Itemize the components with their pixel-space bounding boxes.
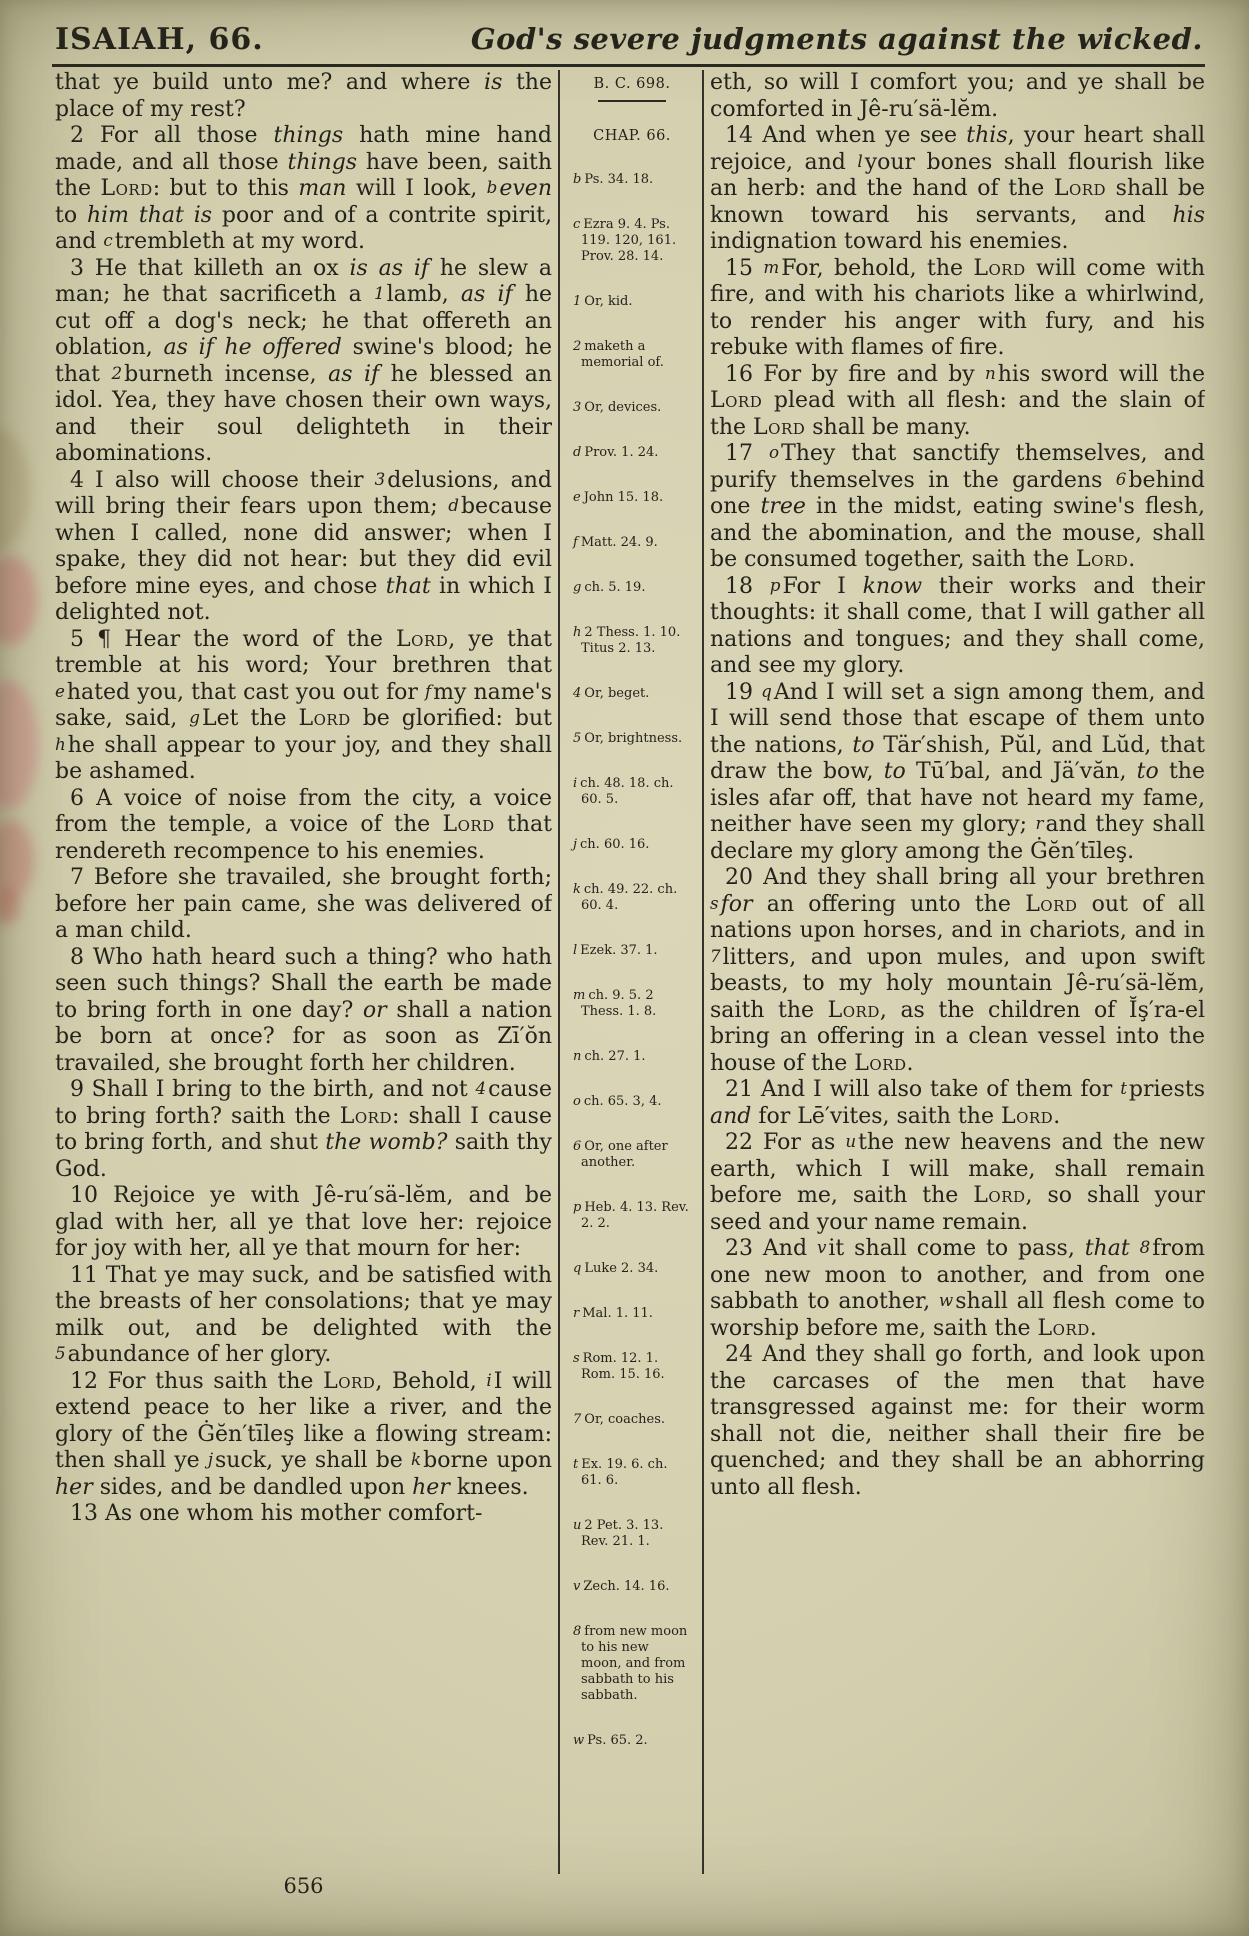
reference-text: Ex. 19. 6. ch. 61. 6.	[581, 1456, 668, 1488]
cross-reference-entry	[573, 776, 691, 808]
reference-marker: 6	[573, 1138, 582, 1154]
left-text-column	[55, 70, 552, 1874]
reference-text: Ezek. 37. 1.	[580, 942, 658, 958]
reference-marker: 1	[573, 293, 582, 309]
paper-stain	[0, 820, 34, 900]
cross-reference-entry	[573, 1518, 691, 1550]
reference-marker: c	[573, 216, 581, 232]
reference-text: Luke 2. 34.	[584, 1260, 659, 1276]
cross-reference-entry	[573, 535, 691, 551]
reference-text: Ps. 34. 18.	[584, 171, 654, 187]
bc-rule	[598, 100, 666, 102]
reference-marker: v	[573, 1578, 581, 1594]
reference-text: maketh a memorial of.	[581, 338, 664, 370]
reference-marker: i	[573, 775, 578, 791]
cross-reference-entry	[573, 490, 691, 506]
verse-paragraph: 22 For as uthe new heavens and the new earth, which I will make, shall remain before me, saith the Lord, so shall your seed and your name remain.	[710, 1130, 1205, 1235]
right-text-column	[710, 70, 1205, 1874]
cross-reference-entry	[573, 1094, 691, 1110]
reference-marker: 5	[573, 730, 582, 746]
verse-paragraph: 10 Rejoice ye with Jê-ru′sä-lĕm, and be glad with her, all ye that love her: rejoice for joy with her, all ye that mourn for her:	[55, 1183, 552, 1261]
cross-reference-entry	[573, 1049, 691, 1065]
reference-text: Or, kid.	[584, 293, 633, 309]
cross-reference-entry	[573, 294, 691, 310]
verse-paragraph: eth, so will I comfort you; and ye shall be comforted in Jê-ru′sä-lĕm.	[710, 70, 1205, 122]
reference-marker: t	[573, 1456, 579, 1472]
text-columns	[55, 70, 1205, 1874]
cross-reference-entry	[573, 400, 691, 416]
book-chapter-heading: ISAIAH, 66.	[55, 22, 264, 57]
column-divider-right	[702, 70, 704, 1874]
cross-reference-entry	[573, 988, 691, 1020]
cross-reference-entry	[573, 217, 691, 265]
cross-reference-entry	[573, 445, 691, 461]
reference-text: ch. 49. 22. ch. 60. 4.	[581, 881, 678, 913]
reference-marker: u	[573, 1517, 582, 1533]
cross-reference-entry	[573, 1579, 691, 1595]
verse-paragraph: 13 As one whom his mother comfort-	[70, 1501, 483, 1526]
cross-reference-entry	[573, 1261, 691, 1277]
reference-marker: d	[573, 444, 582, 460]
reference-marker: m	[573, 987, 586, 1003]
paper-stain	[0, 430, 30, 550]
reference-text: Matt. 24. 9.	[580, 534, 658, 550]
reference-text: ch. 27. 1.	[584, 1048, 646, 1064]
reference-text: from new moon to his new moon, and from sabbath to his sabbath.	[581, 1623, 688, 1703]
cross-reference-entry	[573, 172, 691, 188]
verse-paragraph: 3 He that killeth an ox is as if he slew a man; he that sacrificeth a 1lamb, as if he cut off a dog's neck; he that offereth an oblation, as if he offered swine's blood; he that 2burneth incense, as if he blessed an idol. Yea, they have chosen their own ways, and their soul delighteth in their abominations.	[55, 255, 552, 466]
reference-text: Prov. 1. 24.	[584, 444, 659, 460]
verse-paragraph: 2 For all those things hath mine hand made, and all those things have been, saith the Lord: but to this man will I look, beven to him that is poor and of a contrite spirit, and ctrembleth at my word.	[55, 123, 552, 254]
verse-paragraph: 23 And vit shall come to pass, that 8from one new moon to another, and from one sabbath to another, wshall all flesh come to worship before me, saith the Lord.	[710, 1236, 1205, 1341]
column-divider-left	[558, 70, 560, 1874]
verse-paragraph: 14 And when ye see this, your heart shall rejoice, and lyour bones shall flourish like an herb: and the hand of the Lord shall be known toward his servants, and his indignation toward his enemies.	[710, 123, 1205, 254]
reference-marker: 4	[573, 685, 582, 701]
reference-text: Zech. 14. 16.	[583, 1578, 670, 1594]
verse-paragraph: 5 ¶ Hear the word of the Lord, ye that tremble at his word; Your brethren that ehated you, that cast you out for fmy name's sake, said, gLet the Lord be glorified: but hhe shall appear to your joy, and they shall be ashamed.	[55, 626, 552, 784]
reference-text: Heb. 4. 13. Rev. 2. 2.	[581, 1199, 689, 1231]
reference-text: Or, beget.	[584, 685, 650, 701]
reference-marker: 2	[573, 338, 582, 354]
reference-marker: 7	[573, 1411, 582, 1427]
cross-reference-entry	[573, 1200, 691, 1232]
chapter-label: CHAP. 66.	[593, 127, 671, 144]
reference-marker: p	[573, 1199, 582, 1215]
reference-text: Or, devices.	[584, 399, 662, 415]
verse-paragraph: that ye build unto me? and where is the place of my rest?	[55, 70, 552, 122]
reference-text: ch. 60. 16.	[580, 836, 650, 852]
reference-marker: s	[573, 1350, 580, 1366]
reference-text: Or, one after another.	[581, 1138, 668, 1170]
reference-marker: b	[573, 171, 582, 187]
verse-paragraph: 17 oThey that sanctify themselves, and purify themselves in the gardens 6behind one tree in the midst, eating swine's flesh, and the abomination, and the mouse, shall be consumed together, saith the Lord.	[710, 441, 1205, 572]
verse-paragraph: 16 For by fire and by nhis sword will the Lord plead with all flesh: and the slain of the Lord shall be many.	[710, 361, 1205, 440]
verse-paragraph: 4 I also will choose their 3delusions, and will bring their fears upon them; dbecause when I called, none did answer; when I spake, they did not hear: but they did evil before mine eyes, and chose that in which I delighted not.	[55, 467, 552, 625]
cross-reference-entry	[573, 625, 691, 657]
running-head: God's severe judgments against the wicked.	[470, 22, 1203, 56]
reference-marker: g	[573, 579, 582, 595]
reference-text: Ps. 65. 2.	[587, 1732, 648, 1748]
verse-paragraph: 6 A voice of noise from the city, a voice from the temple, a voice of the Lord that rendereth recompence to his enemies.	[55, 785, 552, 864]
reference-text: Ezra 9. 4. Ps. 119. 120, 161. Prov. 28. 14.	[581, 216, 677, 264]
reference-text: Rom. 12. 1. Rom. 15. 16.	[581, 1350, 665, 1382]
verse-paragraph: 9 Shall I bring to the birth, and not 4cause to bring forth? saith the Lord: shall I cause to bring forth, and shut the womb? saith thy God.	[55, 1077, 552, 1182]
verse-paragraph: 11 That ye may suck, and be satisfied with the breasts of her consolations; that ye may milk out, and be delighted with the 5abundance of her glory.	[55, 1262, 552, 1367]
paper-stain	[0, 680, 38, 810]
reference-marker: j	[573, 836, 578, 852]
paper-stain	[0, 890, 20, 924]
verse-paragraph: 7 Before she travailed, she brought forth; before her pain came, she was delivered of a man child.	[55, 865, 552, 943]
cross-reference-entry	[573, 686, 691, 702]
verse-paragraph: 21 And I will also take of them for tpriests and for Lē′vites, saith the Lord.	[710, 1077, 1205, 1129]
reference-text: Or, brightness.	[584, 730, 683, 746]
cross-reference-entry	[573, 731, 691, 747]
cross-reference-entry	[573, 339, 691, 371]
header-rule	[52, 64, 1205, 67]
reference-column	[566, 70, 696, 1874]
reference-marker: n	[573, 1048, 582, 1064]
reference-marker: 8	[573, 1623, 582, 1639]
verse-paragraph: 12 For thus saith the Lord, Behold, iI will extend peace to her like a river, and the glory of the Ġĕn′tīleş like a flowing stream: then shall ye jsuck, ye shall be kborne upon her sides, and be dandled upon her knees.	[55, 1368, 552, 1500]
cross-reference-entry	[573, 1412, 691, 1428]
verse-paragraph: 19 qAnd I will set a sign among them, and I will send those that escape of them unto the nations, to Tär′shish, Pŭl, and Lŭd, that draw the bow, to Tū′bal, and Jä′văn, to the isles afar off, that have not heard my fame, neither have seen my glory; rand they shall declare my glory among the Ġĕn′tīleş.	[710, 679, 1205, 864]
reference-text: ch. 65. 3, 4.	[583, 1093, 662, 1109]
reference-marker: e	[573, 489, 581, 505]
cross-reference-entry	[573, 1733, 691, 1749]
page-header	[55, 22, 1203, 57]
cross-reference-entry	[573, 580, 691, 596]
cross-reference-entry	[573, 943, 691, 959]
reference-text: Mal. 1. 11.	[582, 1305, 653, 1321]
reference-text: John 15. 18.	[583, 489, 664, 505]
cross-reference-entry	[573, 1457, 691, 1489]
reference-marker: f	[573, 534, 578, 550]
reference-text: ch. 9. 5. 2 Thess. 1. 8.	[581, 987, 657, 1019]
reference-marker: l	[573, 942, 578, 958]
reference-marker: 3	[573, 399, 582, 415]
bc-date-label: B. C. 698.	[593, 76, 671, 92]
cross-reference-entry	[573, 1351, 691, 1383]
reference-marker: r	[573, 1305, 580, 1321]
verse-paragraph: 18 pFor I know their works and their thoughts: it shall come, that I will gather all nations and tongues; and they shall come, and see my glory.	[710, 573, 1205, 678]
reference-marker: q	[573, 1260, 582, 1276]
reference-marker: w	[573, 1732, 585, 1748]
cross-references-list	[573, 172, 691, 1749]
verse-paragraph: 8 Who hath heard such a thing? who hath seen such things? Shall the earth be made to bring forth in one day? or shall a nation be born at once? for as soon as Zī′ŏn travailed, she brought forth her children.	[55, 944, 552, 1076]
reference-text: 2 Thess. 1. 10. Titus 2. 13.	[581, 624, 681, 656]
cross-reference-entry	[573, 882, 691, 914]
cross-reference-entry	[573, 1624, 691, 1704]
cross-reference-entry	[573, 1139, 691, 1171]
paper-stain	[0, 555, 37, 645]
reference-text: Or, coaches.	[584, 1411, 665, 1427]
reference-text: ch. 5. 19.	[584, 579, 646, 595]
verse-paragraph: 24 And they shall go forth, and look upon the carcases of the men that have transgressed against me: for their worm shall not die, neither shall their fire be quenched; and they shall be an abhorring unto all flesh.	[710, 1342, 1205, 1500]
reference-marker: o	[573, 1093, 581, 1109]
reference-text: 2 Pet. 3. 13. Rev. 21. 1.	[581, 1517, 664, 1549]
reference-marker: k	[573, 881, 581, 897]
reference-text: ch. 48. 18. ch. 60. 5.	[580, 775, 674, 807]
verse-paragraph: 20 And they shall bring all your brethren sfor an offering unto the Lord out of all nations upon horses, and in chariots, and in 7litters, and upon mules, and upon swift beasts, to my holy mountain Jê-ru′sä-lĕm, saith the Lord, as the children of Ĭş′ra-el bring an offering in a clean vessel into the house of the Lord.	[710, 865, 1205, 1076]
cross-reference-entry	[573, 1306, 691, 1322]
page-number: 656	[283, 1874, 324, 1898]
verse-paragraph: 15 mFor, behold, the Lord will come with fire, and with his chariots like a whirlwind, to render his anger with fury, and his rebuke with flames of fire.	[710, 255, 1205, 360]
reference-marker: h	[573, 624, 582, 640]
cross-reference-entry	[573, 837, 691, 853]
